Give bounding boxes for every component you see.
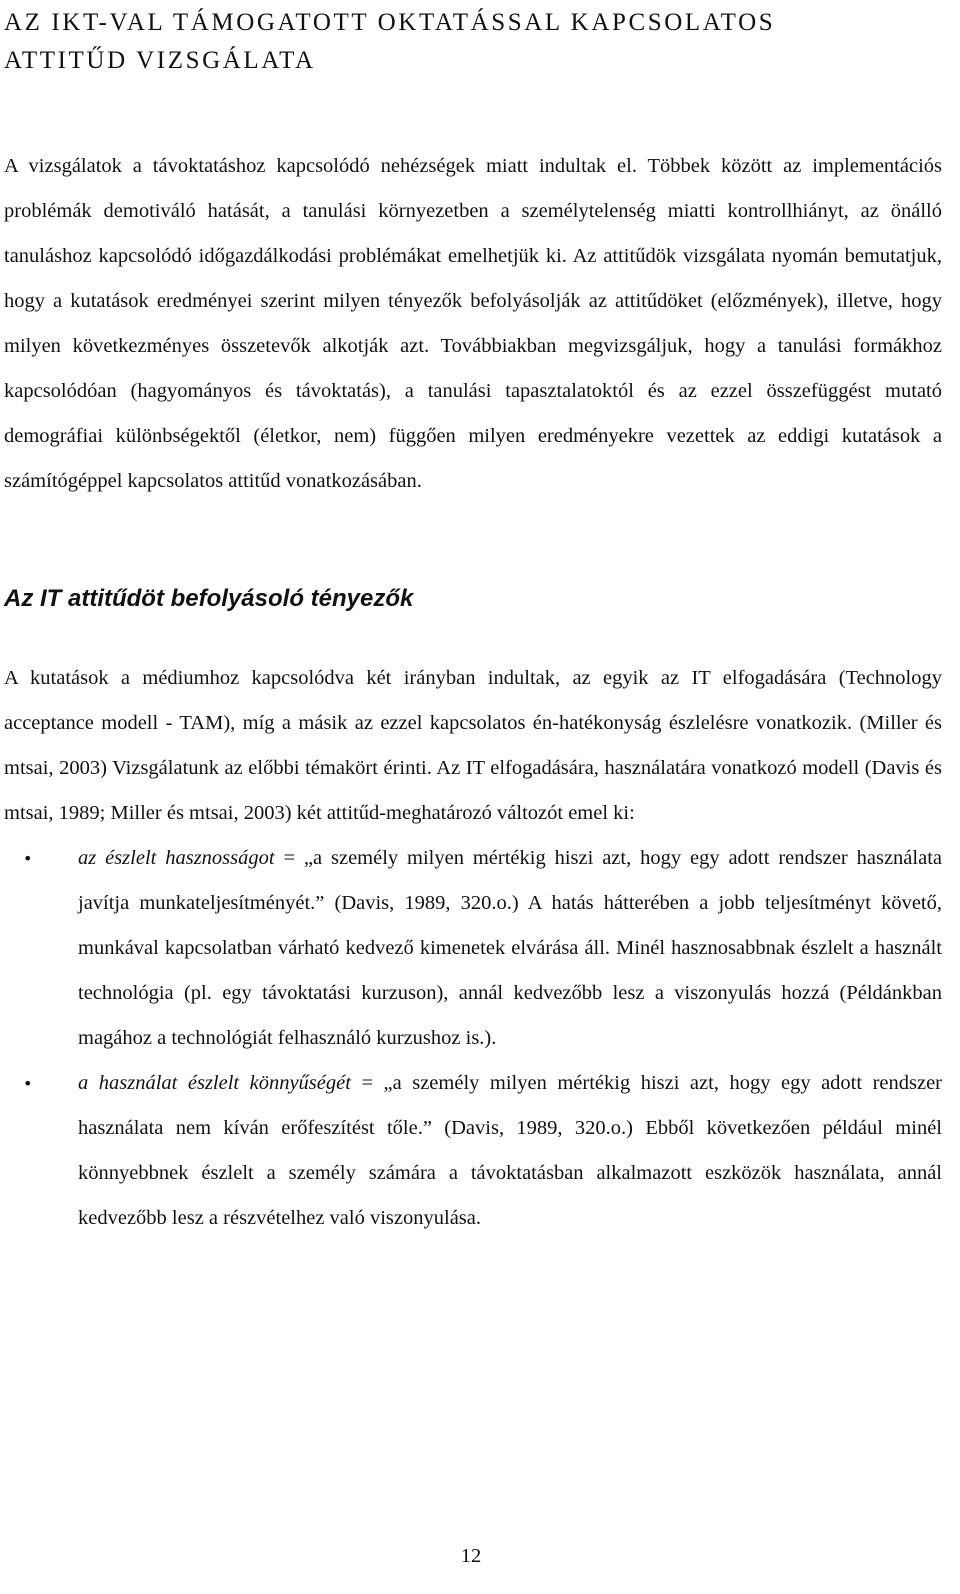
title-line-1: AZ IKT-VAL TÁMOGATOTT OKTATÁSSAL KAPCSOLATOS — [4, 9, 776, 36]
bullet-item-perceived-ease-of-use — [4, 1061, 942, 1241]
page-number: 12 — [460, 1545, 482, 1567]
document-page — [4, 0, 942, 1241]
bullet-text — [78, 1061, 942, 1241]
section-paragraph: A kutatások a médiumhoz kapcsolódva két irányban indultak, az egyik az IT elfogadására (Technology acceptance modell - TAM), míg a másik az ezzel kapcsolatos én-hatékonyság észlelésre vonatkozik. (Miller és mtsai, 2003) Vizsgálatunk az előbbi témakört érinti. Az IT elfogadására, használatára vonatkozó modell (Davis és mtsai, 1989; Miller és mtsai, 2003) két attitűd-meghatározó változót emel ki: — [4, 667, 942, 824]
bullet-description: = „a személy milyen mértékig hiszi azt, hogy egy adott rendszer használata javítja munkateljesítményét.” (Davis, 1989, 320.o.) A hatás hátterében a jobb teljesítményt követő, munkával kapcsolatban várható kedvező kimenetek elvárása áll. Minél hasznosabbnak észlelt a használt technológia (pl. egy távoktatási kurzuson), annál kedvezőbb lesz a viszonyulás hozzá (Példánkban magához a technológiát felhasználó kurzushoz is.). — [78, 847, 942, 1049]
bullet-text — [78, 836, 942, 1061]
bullet-icon: • — [23, 849, 33, 868]
title-line-2: ATTITŰD VIZSGÁLATA — [4, 47, 316, 74]
intro-paragraph: A vizsgálatok a távoktatáshoz kapcsolódó nehézségek miatt indultak el. Többek között az implementációs problémák demotiváló hatását, a tanulási környezetben a személytelenség miatti kontrollhiányt, az önálló tanuláshoz kapcsolódó időgazdálkodási problémákat emelhetjük ki. Az attitűdök vizsgálata nyomán bemutatjuk, hogy a kutatások eredményei szerint milyen tényezők befolyásolják az attitűdöket (előzmények), illetve, hogy milyen következményes összetevők alkotják azt. Továbbiakban megvizsgáljuk, hogy a tanulási formákhoz kapcsolódóan (hagyományos és távoktatás), a tanulási tapasztalatoktól és az ezzel összefüggést mutató demográfiai különbségektől (életkor, nem) függően milyen eredményekre vezettek az eddigi kutatások a számítógéppel kapcsolatos attitűd vonatkozásában. — [4, 155, 942, 492]
bullet-list — [4, 836, 942, 1241]
bullet-description: = „a személy milyen mértékig hiszi azt, hogy egy adott rendszer használata nem kíván erőfeszítést tőle.” (Davis, 1989, 320.o.) Ebből következően például minél könnyebbnek észlelt a személy számára a távoktatásban alkalmazott eszközök használata, annál kedvezőbb lesz a részvételhez való viszonyulása. — [78, 1072, 942, 1229]
section-heading: Az IT attitűdöt befolyásoló tényezők — [4, 585, 414, 612]
bullet-icon: • — [23, 1074, 33, 1093]
bullet-item-perceived-usefulness — [4, 836, 942, 1061]
document-title — [4, 0, 942, 80]
bullet-term: a használat észlelt könnyűségét — [78, 1072, 351, 1094]
bullet-term: az észlelt hasznosságot — [78, 847, 275, 869]
